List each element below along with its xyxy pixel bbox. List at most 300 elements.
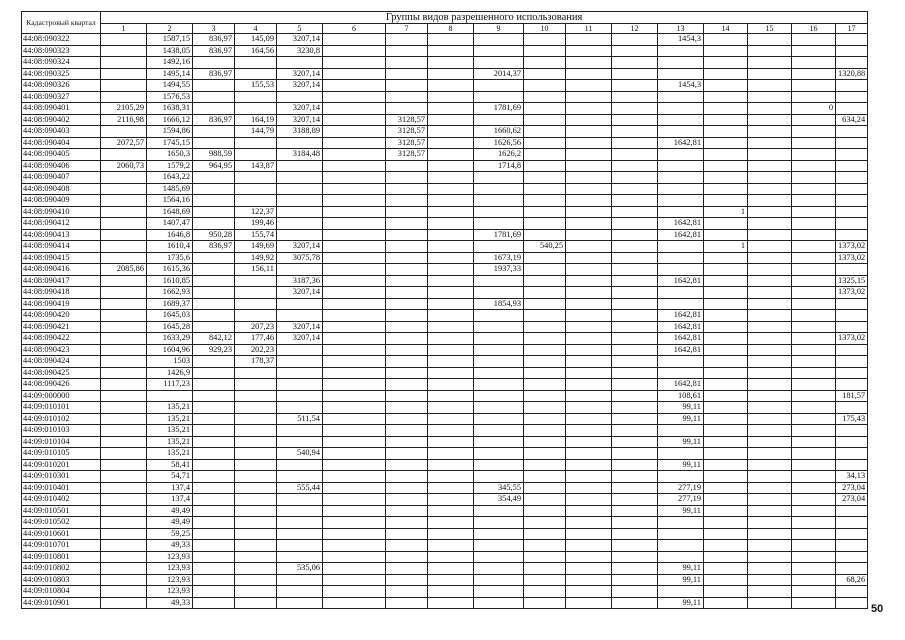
value-cell <box>612 275 658 287</box>
value-cell <box>524 344 566 356</box>
table-row <box>22 505 868 517</box>
value-cell <box>566 413 612 425</box>
value-cell: 273,04 <box>836 482 868 494</box>
value-cell <box>836 356 868 368</box>
value-cell <box>658 149 704 161</box>
value-cell <box>704 528 748 540</box>
value-cell <box>792 551 836 563</box>
value-cell <box>612 298 658 310</box>
table-row <box>22 241 868 253</box>
value-cell <box>235 597 277 609</box>
value-cell: 634,24 <box>836 114 868 126</box>
value-cell <box>792 505 836 517</box>
value-cell <box>474 505 524 517</box>
cadastral-number: 44:08:090408 <box>22 183 101 195</box>
value-cell <box>323 586 386 598</box>
value-cell <box>612 137 658 149</box>
value-cell <box>566 574 612 586</box>
table-row <box>22 264 868 276</box>
value-cell <box>612 252 658 264</box>
value-cell <box>836 218 868 230</box>
value-cell <box>748 356 792 368</box>
value-cell <box>235 586 277 598</box>
value-cell: 1642,81 <box>658 275 704 287</box>
value-cell <box>658 448 704 460</box>
value-cell <box>836 206 868 218</box>
value-cell: 1781,69 <box>474 229 524 241</box>
value-cell <box>193 551 235 563</box>
value-cell <box>193 540 235 552</box>
value-cell <box>792 287 836 299</box>
value-cell <box>386 574 428 586</box>
value-cell <box>612 160 658 172</box>
value-cell <box>428 413 474 425</box>
value-cell <box>277 390 323 402</box>
value-cell <box>566 436 612 448</box>
value-cell <box>748 494 792 506</box>
value-cell <box>566 172 612 184</box>
value-cell: 1633,29 <box>147 333 193 345</box>
cadastral-number: 44:09:010201 <box>22 459 101 471</box>
column-number: 13 <box>658 24 704 34</box>
value-cell: 177,46 <box>235 333 277 345</box>
value-cell <box>323 34 386 46</box>
value-cell <box>836 528 868 540</box>
value-cell <box>101 390 147 402</box>
value-cell: 1485,69 <box>147 183 193 195</box>
value-cell <box>101 206 147 218</box>
value-cell <box>792 448 836 460</box>
value-cell <box>792 57 836 69</box>
value-cell <box>474 551 524 563</box>
value-cell: 1373,02 <box>836 241 868 253</box>
value-cell <box>524 356 566 368</box>
value-cell: 99,11 <box>658 402 704 414</box>
table-row <box>22 195 868 207</box>
value-cell <box>792 229 836 241</box>
value-cell <box>323 206 386 218</box>
value-cell <box>704 68 748 80</box>
value-cell: 34,13 <box>836 471 868 483</box>
column-number: 3 <box>193 24 235 34</box>
value-cell: 2085,86 <box>101 264 147 276</box>
value-cell <box>524 551 566 563</box>
table-row <box>22 103 868 115</box>
value-cell <box>748 436 792 448</box>
value-cell <box>524 160 566 172</box>
value-cell <box>748 413 792 425</box>
table-row <box>22 183 868 195</box>
value-cell <box>277 195 323 207</box>
value-cell <box>235 482 277 494</box>
column-number: 14 <box>704 24 748 34</box>
value-cell <box>748 68 792 80</box>
value-cell: 155,53 <box>235 80 277 92</box>
cadastral-number: 44:09:010105 <box>22 448 101 460</box>
value-cell <box>235 310 277 322</box>
value-cell <box>323 264 386 276</box>
table-row <box>22 172 868 184</box>
value-cell <box>323 379 386 391</box>
value-cell <box>748 195 792 207</box>
value-cell <box>612 34 658 46</box>
value-cell: 3128,57 <box>386 114 428 126</box>
value-cell <box>566 183 612 195</box>
value-cell: 1610,85 <box>147 275 193 287</box>
value-cell <box>235 425 277 437</box>
table-row <box>22 287 868 299</box>
value-cell: 68,26 <box>836 574 868 586</box>
value-cell <box>566 494 612 506</box>
table-row <box>22 57 868 69</box>
table-row <box>22 540 868 552</box>
value-cell <box>612 172 658 184</box>
value-cell <box>235 436 277 448</box>
cadastral-number: 44:09:010701 <box>22 540 101 552</box>
value-cell <box>704 34 748 46</box>
value-cell <box>566 206 612 218</box>
value-cell <box>474 574 524 586</box>
value-cell <box>277 551 323 563</box>
value-cell <box>612 356 658 368</box>
value-cell <box>235 137 277 149</box>
cadastral-value-table <box>21 11 868 609</box>
cadastral-number: 44:09:000000 <box>22 390 101 402</box>
value-cell <box>323 103 386 115</box>
value-cell <box>704 413 748 425</box>
value-cell <box>836 448 868 460</box>
value-cell: 1735,6 <box>147 252 193 264</box>
value-cell: 1643,22 <box>147 172 193 184</box>
value-cell <box>386 275 428 287</box>
value-cell <box>792 126 836 138</box>
value-cell <box>235 379 277 391</box>
value-cell: 3207,14 <box>277 287 323 299</box>
value-cell <box>101 425 147 437</box>
value-cell <box>658 57 704 69</box>
value-cell <box>836 402 868 414</box>
value-cell <box>386 241 428 253</box>
value-cell <box>193 252 235 264</box>
value-cell: 49,49 <box>147 517 193 529</box>
value-cell <box>101 183 147 195</box>
value-cell <box>566 45 612 57</box>
value-cell <box>704 402 748 414</box>
value-cell <box>524 103 566 115</box>
value-cell <box>277 425 323 437</box>
value-cell <box>277 172 323 184</box>
value-cell <box>474 321 524 333</box>
cadastral-number: 44:08:090418 <box>22 287 101 299</box>
value-cell <box>524 390 566 402</box>
value-cell <box>101 91 147 103</box>
value-cell <box>101 34 147 46</box>
value-cell <box>524 126 566 138</box>
value-cell <box>386 333 428 345</box>
value-cell <box>566 379 612 391</box>
value-cell <box>524 80 566 92</box>
value-cell <box>474 183 524 195</box>
value-cell <box>323 356 386 368</box>
value-cell: 1604,96 <box>147 344 193 356</box>
value-cell <box>704 149 748 161</box>
value-cell <box>101 126 147 138</box>
table-row <box>22 252 868 264</box>
value-cell <box>792 540 836 552</box>
value-cell <box>101 298 147 310</box>
value-cell <box>612 367 658 379</box>
value-cell <box>524 333 566 345</box>
column-number: 12 <box>612 24 658 34</box>
value-cell <box>748 344 792 356</box>
cadastral-number: 44:08:090426 <box>22 379 101 391</box>
column-number: 4 <box>235 24 277 34</box>
value-cell <box>474 172 524 184</box>
value-cell <box>792 563 836 575</box>
value-cell <box>836 45 868 57</box>
value-cell <box>323 482 386 494</box>
value-cell: 135,21 <box>147 402 193 414</box>
value-cell <box>612 68 658 80</box>
column-number: 9 <box>474 24 524 34</box>
value-cell <box>566 551 612 563</box>
cadastral-number: 44:09:010401 <box>22 482 101 494</box>
value-cell <box>277 229 323 241</box>
value-cell <box>474 563 524 575</box>
value-cell <box>704 540 748 552</box>
value-cell <box>101 275 147 287</box>
value-cell <box>566 367 612 379</box>
value-cell: 181,57 <box>836 390 868 402</box>
value-cell <box>704 126 748 138</box>
value-cell: 1626,56 <box>474 137 524 149</box>
value-cell: 1325,15 <box>836 275 868 287</box>
value-cell <box>193 310 235 322</box>
value-cell <box>428 494 474 506</box>
value-cell <box>566 229 612 241</box>
value-cell <box>566 390 612 402</box>
cadastral-number: 44:08:090403 <box>22 126 101 138</box>
value-cell <box>524 264 566 276</box>
value-cell <box>193 103 235 115</box>
value-cell <box>474 586 524 598</box>
value-cell <box>748 333 792 345</box>
value-cell <box>474 448 524 460</box>
value-cell: 3188,89 <box>277 126 323 138</box>
value-cell <box>524 459 566 471</box>
value-cell <box>101 367 147 379</box>
value-cell <box>612 45 658 57</box>
value-cell: 99,11 <box>658 505 704 517</box>
value-cell: 1454,3 <box>658 34 704 46</box>
value-cell <box>193 563 235 575</box>
value-cell <box>658 103 704 115</box>
value-cell <box>704 195 748 207</box>
value-cell <box>386 551 428 563</box>
value-cell: 1645,03 <box>147 310 193 322</box>
value-cell <box>323 218 386 230</box>
value-cell <box>323 517 386 529</box>
value-cell <box>193 436 235 448</box>
value-cell: 950,28 <box>193 229 235 241</box>
table-row <box>22 436 868 448</box>
value-cell <box>658 172 704 184</box>
cadastral-number: 44:08:090414 <box>22 241 101 253</box>
value-cell: 277,19 <box>658 494 704 506</box>
value-cell <box>323 448 386 460</box>
value-cell <box>612 264 658 276</box>
value-cell: 1117,23 <box>147 379 193 391</box>
value-cell <box>323 333 386 345</box>
cadastral-number: 44:08:090417 <box>22 275 101 287</box>
value-cell <box>748 91 792 103</box>
value-cell <box>836 298 868 310</box>
value-cell <box>193 586 235 598</box>
value-cell <box>428 275 474 287</box>
value-cell: 1495,14 <box>147 68 193 80</box>
value-cell <box>704 172 748 184</box>
value-cell <box>792 459 836 471</box>
value-cell <box>524 321 566 333</box>
value-cell <box>428 586 474 598</box>
value-cell: 123,93 <box>147 574 193 586</box>
value-cell <box>235 448 277 460</box>
value-cell <box>704 517 748 529</box>
value-cell <box>836 597 868 609</box>
value-cell <box>386 482 428 494</box>
value-cell <box>658 551 704 563</box>
value-cell: 0 <box>792 103 836 115</box>
cadastral-number: 44:08:090405 <box>22 149 101 161</box>
value-cell <box>836 91 868 103</box>
value-cell <box>101 45 147 57</box>
value-cell <box>235 471 277 483</box>
value-cell <box>235 551 277 563</box>
table-row <box>22 80 868 92</box>
value-cell <box>836 103 868 115</box>
value-cell <box>836 379 868 391</box>
table-row <box>22 402 868 414</box>
value-cell <box>748 551 792 563</box>
value-cell <box>612 505 658 517</box>
value-cell: 202,23 <box>235 344 277 356</box>
value-cell <box>566 275 612 287</box>
value-cell <box>704 563 748 575</box>
value-cell <box>612 218 658 230</box>
value-cell <box>323 57 386 69</box>
value-cell <box>612 482 658 494</box>
value-cell <box>704 275 748 287</box>
value-cell <box>428 241 474 253</box>
value-cell <box>704 264 748 276</box>
value-cell <box>748 563 792 575</box>
value-cell <box>474 459 524 471</box>
value-cell <box>704 344 748 356</box>
value-cell: 123,93 <box>147 586 193 598</box>
value-cell <box>524 34 566 46</box>
value-cell <box>428 448 474 460</box>
value-cell <box>566 597 612 609</box>
table-row <box>22 229 868 241</box>
value-cell: 1438,05 <box>147 45 193 57</box>
value-cell: 199,46 <box>235 218 277 230</box>
value-cell: 3184,48 <box>277 149 323 161</box>
table-row <box>22 471 868 483</box>
cadastral-number: 44:09:010402 <box>22 494 101 506</box>
value-cell <box>386 264 428 276</box>
value-cell <box>386 517 428 529</box>
value-cell: 1610,4 <box>147 241 193 253</box>
value-cell <box>474 356 524 368</box>
value-cell <box>428 551 474 563</box>
value-cell <box>704 333 748 345</box>
value-cell <box>101 356 147 368</box>
value-cell: 1492,16 <box>147 57 193 69</box>
value-cell <box>386 540 428 552</box>
value-cell: 3207,14 <box>277 333 323 345</box>
value-cell <box>704 390 748 402</box>
value-cell <box>277 574 323 586</box>
value-cell <box>704 597 748 609</box>
value-cell: 1373,02 <box>836 252 868 264</box>
value-cell <box>566 252 612 264</box>
value-cell <box>612 528 658 540</box>
value-cell <box>101 218 147 230</box>
table-row <box>22 298 868 310</box>
value-cell <box>566 482 612 494</box>
value-cell <box>566 264 612 276</box>
value-cell <box>792 149 836 161</box>
table-row <box>22 528 868 540</box>
value-cell <box>612 229 658 241</box>
value-cell: 1642,81 <box>658 137 704 149</box>
value-cell: 1650,3 <box>147 149 193 161</box>
value-cell <box>474 275 524 287</box>
value-cell: 1666,12 <box>147 114 193 126</box>
value-cell <box>474 379 524 391</box>
value-cell <box>658 68 704 80</box>
value-cell <box>566 287 612 299</box>
cadastral-number: 44:08:090423 <box>22 344 101 356</box>
value-cell <box>658 287 704 299</box>
value-cell: 1594,86 <box>147 126 193 138</box>
cadastral-number: 44:08:090323 <box>22 45 101 57</box>
value-cell <box>566 310 612 322</box>
value-cell <box>792 298 836 310</box>
value-cell <box>428 321 474 333</box>
value-cell <box>524 574 566 586</box>
value-cell <box>658 356 704 368</box>
value-cell <box>748 103 792 115</box>
cadastral-number: 44:08:090412 <box>22 218 101 230</box>
value-cell <box>748 241 792 253</box>
value-cell: 49,33 <box>147 540 193 552</box>
value-cell <box>704 160 748 172</box>
value-cell <box>836 517 868 529</box>
value-cell <box>748 448 792 460</box>
value-cell <box>792 471 836 483</box>
value-cell <box>386 448 428 460</box>
value-cell: 1662,93 <box>147 287 193 299</box>
value-cell <box>428 34 474 46</box>
value-cell <box>748 229 792 241</box>
value-cell <box>792 390 836 402</box>
value-cell <box>386 528 428 540</box>
value-cell <box>386 172 428 184</box>
value-cell <box>704 80 748 92</box>
value-cell <box>836 505 868 517</box>
value-cell <box>792 252 836 264</box>
